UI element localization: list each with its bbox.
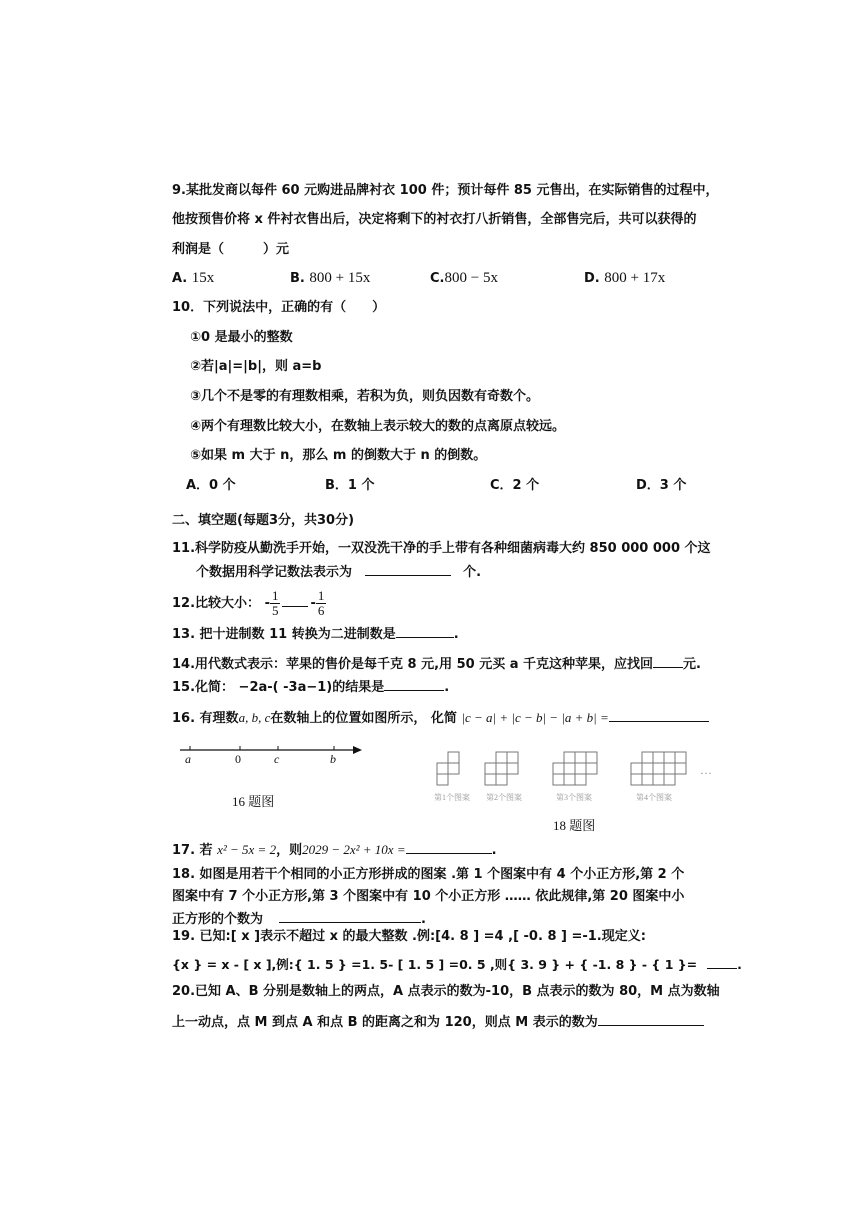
ellipsis-glyph: … [700,763,712,777]
q11-line2: 个数据用科学记数法表示为 个. [196,562,481,582]
q14: 14.用代数式表示：苹果的售价是每千克 8 元,用 50 元买 a 千克这种苹果，应找回 元. [172,654,701,674]
q20-line2: 上一动点，点 M 到点 A 和点 B 的距离之和为 120，则点 M 表示的数为 [172,1012,704,1032]
q16: 16. 有理数a, b, c在数轴上的位置如图所示， 化简 |c − a| + |c − b| − |a + b| = [172,708,709,728]
q10-option-d: D．3 个 [636,478,687,493]
q13-answer-blank[interactable] [396,624,454,638]
pattern-4-caption: 第4个图案 [636,793,672,802]
arrow-icon [353,746,362,754]
q10-item-1: ①0 是最小的整数 [190,330,293,345]
q18-line3: 正方形的个数为 . [172,909,426,929]
q12-answer-blank[interactable] [282,593,308,607]
q9-option-c: C.800 − 5x [430,270,498,286]
q10-option-b: B．1 个 [325,478,375,493]
q11-line1: 11.科学防疫从勤洗手开始，一双没洗干净的手上带有各种细菌病毒大约 850 000 000 个这 [172,541,711,556]
q17-answer-blank[interactable] [406,840,492,854]
q9-option-a: A. 15x [172,270,215,286]
q10-item-5: ⑤如果 m 大于 n，那么 m 的倒数大于 n 的倒数。 [190,448,487,463]
q15: 15.化简： −2a-( -3a−1)的结果是 . [172,677,449,697]
q10-stem: 10．下列说法中，正确的有（ ） [172,300,386,315]
pattern-3 [553,752,597,785]
q9-line1: 9.某批发商以每件 60 元购进品牌衬衣 100 件；预计每件 85 元售出，在实际销售的过程中， [172,183,719,198]
q10-option-c: C．2 个 [490,478,540,493]
q13: 13. 把十进制数 11 转换为二进制数是 . [172,624,459,644]
pattern-2-caption: 第2个图案 [486,793,522,802]
pattern-1 [437,752,459,785]
q20-line1: 20.已知 A、B 分别是数轴上的两点，A 点表示的数为-10，B 点表示的数为 80，M 点为数轴 [172,984,720,999]
q10-item-3: ③几个不是零的有理数相乘，若积为负，则负因数有奇数个。 [190,389,540,404]
q16-answer-blank[interactable] [609,708,709,722]
q12: 12.比较大小： - $\frac{1}{5}$ - $\frac{1}{6}$ [172,588,325,618]
q18-line1: 18. 如图是用若干个相同的小正方形拼成的图案 .第 1 个图案中有 4 个小正方形,第 2 个 [172,867,685,882]
q17: 17. 若 x² − 5x = 2，则2029 − 2x² + 10x = . [172,842,497,858]
q20-answer-blank[interactable] [598,1012,704,1026]
q19-answer-blank[interactable] [707,955,737,969]
q15-answer-blank[interactable] [384,677,444,691]
q10-item-2: ②若|a|=|b|，则 a=b [190,359,322,374]
pattern-2 [485,752,518,785]
q10-option-a: A．0 个 [186,478,236,493]
q9-line2: 他按预售价将 x 件衬衣售出后，决定将剩下的衬衣打八折销售，全部售完后，共可以获得的 [172,212,697,227]
q14-answer-blank[interactable] [653,654,683,668]
number-line-figure [176,740,366,770]
q9-option-b: B. 800 + 15x [290,270,371,286]
pattern-1-caption: 第1个图案 [434,793,470,802]
label-a: a [185,752,191,766]
section-heading: 二、填空题(每题3分，共30分) [172,513,355,528]
q19-line2: {x } = x - [ x ],例:{ 1. 5 } =1. 5- [ 1. 5 ] =0. 5 ,则{ 3. 9 } + { -1. 8 } - { 1 }= . [172,957,742,972]
q19-line1: 19. 已知:[ x ]表示不超过 x 的最大整数 .例:[4. 8 ] =4 ,[ -0. 8 ] =-1.现定义: [172,929,646,944]
figure-18-caption: 18 题图 [553,818,596,833]
pattern-4 [631,752,686,785]
q9-line3: 利润是（ ）元 [172,242,290,257]
label-c: c [274,752,280,766]
q18-answer-blank[interactable] [279,909,421,923]
fraction-1-5: $\frac{1}{5}$ [271,588,279,618]
q11-answer-blank[interactable] [365,562,451,576]
fraction-1-6: $\frac{1}{6}$ [317,588,325,618]
q9-option-d: D. 800 + 17x [584,270,666,286]
pattern-3-caption: 第3个图案 [556,793,592,802]
q10-item-4: ④两个有理数比较大小，在数轴上表示较大的数的点离原点较远。 [190,419,566,434]
figure-16-caption: 16 题图 [232,794,275,809]
q18-line2: 图案中有 7 个小正方形,第 3 个图案中有 10 个小正方形 …… 依此规律,第 20 图案中小 [172,889,685,904]
label-0: 0 [235,752,241,766]
label-b: b [330,752,336,766]
